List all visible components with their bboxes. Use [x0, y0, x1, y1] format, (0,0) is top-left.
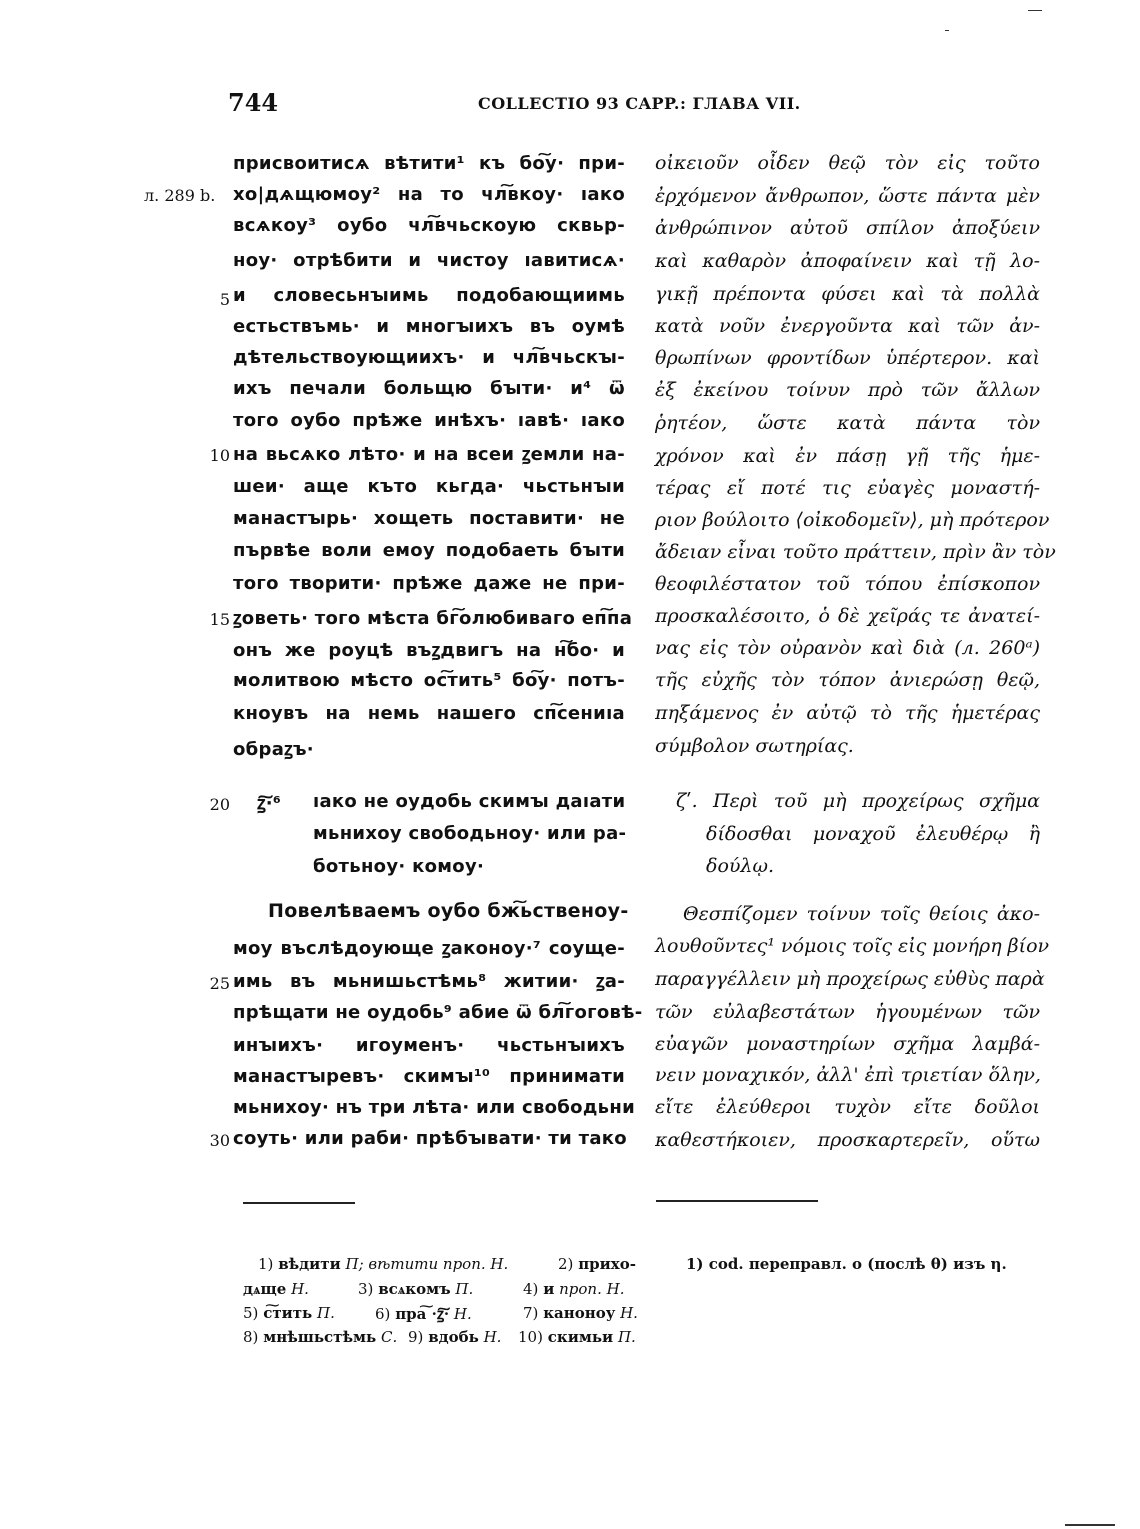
- slavonic-line: мьнихоу· нъ три лѣта· или свободьни: [233, 1097, 635, 1118]
- top-mark: [1028, 10, 1042, 11]
- greek-line: ῥητέον, ὥστε κατὰ πάντα τὸν: [655, 412, 1040, 434]
- footnote-3: 3) всѧкомъ П.: [358, 1280, 474, 1298]
- slavonic-line: обраꙁъ·: [233, 739, 314, 760]
- line-number: 15: [209, 610, 230, 629]
- greek-line: θεοφιλέστατον τοῦ τόπου ἐπίσκοπον: [655, 573, 1040, 595]
- footnote-9: 9) вдобь Н.: [408, 1328, 502, 1346]
- greek-line: χρόνον καὶ ἐν πάσῃ γῇ τῆς ἡμε-: [655, 445, 1040, 467]
- slavonic-line: ноу· отрѣбити и чистоу ıавитисѧ·: [233, 250, 625, 271]
- greek-line: εἴτε ἐλεύθεροι τυχὸν εἴτε δοῦλοι: [655, 1096, 1040, 1118]
- chapter-title-line: мьнихоу свободьноу· или ра-: [313, 823, 627, 844]
- line-number: 20: [209, 795, 230, 814]
- running-title: COLLECTIO 93 CAPP.: ГЛАВА VII.: [478, 94, 801, 113]
- slavonic-line: първѣе воли емоу подобаеть бꙑти: [233, 540, 625, 561]
- footnote-7: 7) каноноу Н.: [523, 1304, 638, 1322]
- greek-line: εὐαγῶν μοναστηρίων σχῆμα λαμβά-: [655, 1033, 1040, 1055]
- greek-line: προσκαλέσοιτο, ὁ δὲ χεῖράς τε ἀνατεί-: [655, 605, 1040, 627]
- greek-line: τέρας εἴ ποτέ τις εὐαγὲς μοναστή-: [655, 477, 1040, 499]
- chapter-title-line: ботьноу· комоу·: [313, 856, 485, 877]
- greek-line: νειν μοναχικόν, ἀλλ' ἐπὶ τριετίαν ὅλην,: [655, 1064, 1041, 1086]
- greek-line: πηξάμενος ἐν αὐτῷ τὸ τῆς ἡμετέρας: [655, 702, 1040, 724]
- greek-line: ριον βούλοιτο ⟨οἰκοδομεῖν⟩, μὴ πρότερον: [655, 509, 1050, 531]
- slavonic-line: шеи· аще къто кьгда· чьстьнꙑи: [233, 476, 625, 497]
- slavonic-line: дѣтельствоующиихъ· и чл͠вчьскꙑ-: [233, 347, 625, 368]
- chapter-number: ꙁ͠·⁶: [257, 793, 282, 814]
- line-number: 25: [209, 974, 230, 993]
- slavonic-line: онъ же роуцѣ въꙁдвигъ на н͠бо· и: [233, 640, 625, 661]
- greek-line: ἄδειαν εἶναι τοῦτο πράττειν, πρὶν ἂν τὸν: [655, 541, 1056, 563]
- slavonic-line: Повелѣваемъ оубо бж͠ьственоу-: [268, 900, 629, 922]
- greek-line: τῆς εὐχῆς τὸν τόπον ἀνιερώσῃ θεῷ,: [655, 669, 1040, 691]
- footnote-8: 8) мнѣшьстѣмь С.: [243, 1328, 398, 1346]
- chapter-title-line: ıако не оудобь скимꙑ даıати: [313, 791, 626, 812]
- greek-line: ἐξ ἐκείνου τοίνυν πρὸ τῶν ἄλλων: [655, 379, 1040, 401]
- slavonic-line: всѧкоу³ оубо чл͠вчьскоую сквьр-: [233, 215, 625, 236]
- slavonic-line: инꙑихъ· игоуменъ· чьстьнꙑихъ: [233, 1035, 625, 1056]
- footnote-rule-left: [243, 1202, 355, 1204]
- greek-line: θρωπίνων φροντίδων ὑπέρτερον. καὶ: [655, 347, 1040, 369]
- footnote-5: 5) с͠тить П.: [243, 1304, 335, 1322]
- slavonic-line: на вьсѧко лѣто· и на всеи ꙁемли на-: [233, 444, 625, 465]
- greek-chapter-title-line: δίδοσθαι μοναχοῦ ἐλευθέρῳ ἢ: [706, 823, 1040, 845]
- slavonic-line: манастꙑревъ· скимꙑ¹⁰ принимати: [233, 1066, 625, 1087]
- line-number: 30: [209, 1131, 230, 1150]
- footnote-1: 1) вѣдити П; вѣтити проп. Н.: [258, 1255, 509, 1273]
- page-number: 744: [228, 88, 279, 117]
- line-number: 5: [219, 290, 230, 309]
- greek-line: νας εἰς τὸν οὐρανὸν καὶ διὰ (л. 260ᵃ): [655, 637, 1040, 659]
- greek-line: παραγγέλλειν μὴ προχείρως εὐθὺς παρὰ: [655, 968, 1045, 990]
- greek-line: καθεστήκοιεν, προσκαρτερεῖν, οὕτω: [655, 1129, 1040, 1151]
- greek-line: γικῇ πρέποντα φύσει καὶ τὰ πολλὰ: [655, 283, 1040, 305]
- greek-line: καὶ καθαρὸν ἀποφαίνειν καὶ τῇ λο-: [655, 250, 1040, 272]
- footnote-rule-right: [656, 1200, 818, 1202]
- slavonic-line: и словесьнꙑимь подобающиимь: [233, 285, 625, 306]
- top-mark: [945, 30, 949, 31]
- slavonic-line: имь въ мьнишьстѣмь⁸ житии· ꙁа-: [233, 971, 625, 992]
- greek-chapter-title-line: δούλῳ.: [706, 855, 775, 877]
- greek-line: ἐρχόμενον ἄνθρωπον, ὥστε πάντα μὲν: [655, 185, 1040, 207]
- slavonic-line: того оубо прѣже инѣхъ· ıавѣ· ıако: [233, 410, 625, 431]
- slavonic-line: моу въслѣдоующе ꙁаконоу·⁷ соуще-: [233, 938, 625, 959]
- footnote-greek-1: 1) cod. переправл. ο (послѣ θ) изъ η.: [686, 1255, 1007, 1273]
- folio-reference: л. 289 b.: [144, 186, 216, 205]
- greek-line: ἀνθρώπινον αὐτοῦ σπίλον ἀποξύειν: [655, 217, 1040, 239]
- slavonic-line: ꙁоветь· того мѣста бг͠олюбиваго еп͠па: [233, 608, 633, 629]
- greek-line: κατὰ νοῦν ἐνεργοῦντα καὶ τῶν ἀν-: [655, 315, 1040, 337]
- slavonic-line: того творити· прѣже даже не при-: [233, 573, 625, 594]
- greek-line: Θεσπίζομεν τοίνυν τοῖς θείοις ἀκο-: [683, 903, 1040, 925]
- footnote-4: 4) и проп. Н.: [523, 1280, 625, 1298]
- greek-line: τῶν εὐλαβεστάτων ἡγουμένων τῶν: [655, 1001, 1040, 1023]
- slavonic-line: присвоитисѧ вѣтити¹ къ бо͠у· при-: [233, 153, 625, 174]
- slavonic-line: соуть· или раби· прѣбꙑвати· ти тако: [233, 1128, 627, 1149]
- bottom-mark: [1065, 1524, 1115, 1526]
- greek-chapter-title-line: ζʹ. Περὶ τοῦ μὴ προχείρως σχῆμα: [676, 790, 1040, 812]
- slavonic-line: естьствъмь· и многꙑихъ въ оумѣ: [233, 316, 625, 337]
- footnote-2-cont: дѧще Н.: [243, 1280, 309, 1298]
- slavonic-line: молитвою мѣсто ос͠тить⁵ бо͠у· потъ-: [233, 670, 625, 691]
- footnote-10: 10) скимьи П.: [518, 1328, 636, 1346]
- greek-line: λουθοῦντες¹ νόμοις τοῖς εἰς μονήρη βίον: [655, 935, 1050, 957]
- line-number: 10: [209, 446, 230, 465]
- slavonic-line: ихъ печали больщю бꙑти· и⁴ ѿ: [233, 378, 625, 399]
- footnote-6: 6) пра͠ ·ꙁ͠· Н.: [375, 1305, 472, 1323]
- slavonic-line: хо|дѧщюмоу² на то чл͠вкоу· ıако: [233, 184, 625, 205]
- greek-line: σύμβολον σωτηρίας.: [655, 735, 854, 757]
- greek-line: οἰκειοῦν οἶδεν θεῷ τὸν εἰς τοῦτο: [655, 152, 1040, 174]
- slavonic-line: манастꙑрь· хощеть поставити· не: [233, 508, 625, 529]
- footnote-2: 2) прихо-: [558, 1255, 636, 1273]
- slavonic-line: кноувъ на немь нашего сп͠сениıа: [233, 703, 625, 724]
- slavonic-line: прѣщати не оудобь⁹ абие ѿ бл͠гоговѣ-: [233, 1002, 643, 1023]
